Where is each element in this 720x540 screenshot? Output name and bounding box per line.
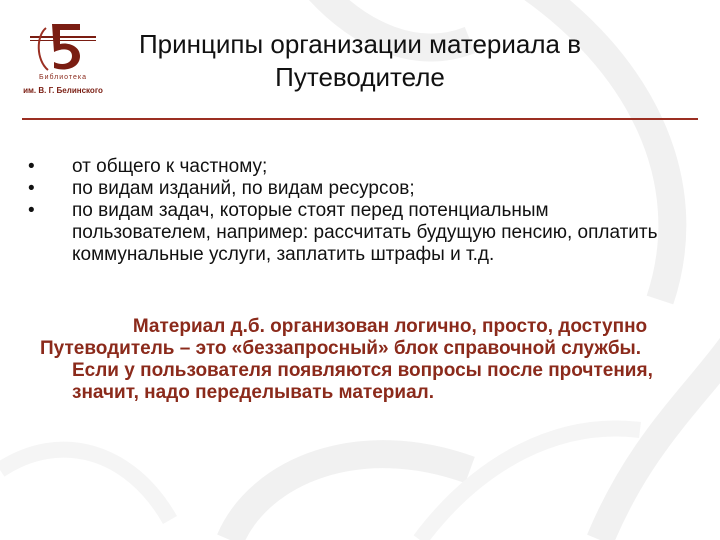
bullet-icon: • [28,178,35,199]
list-item [28,178,688,200]
bullet-icon: • [28,156,35,177]
slide-title-line-1: Принципы организации материала в [138,29,582,59]
summary-text: Материал д.б. организован логично, просто, доступно [132,316,648,337]
bullet-icon: • [28,200,35,221]
list-item [28,156,688,178]
logo-emblem-icon [22,22,104,74]
logo-library-name: им. В. Г. Белинского [23,86,103,95]
slide-title-line-2: Путеводителе [275,62,445,92]
list-item-text: по видам задач, которые стоят перед потенциальным пользователем, например: рассчитать будущую пенсию, оплатить коммунальные услуги, заплатить штрафы и т.д. [72,200,658,265]
definition-text: Путеводитель – это «беззапросный» блок справочной службы. Если у пользователя появляются вопросы после прочтения, значит, надо переделывать материал. [40,338,653,403]
title-divider [22,118,698,120]
slide-title [104,28,616,94]
list-item-text: по видам изданий, по видам ресурсов; [72,178,415,199]
conclusion-block [40,316,680,404]
list-item [28,200,688,266]
principles-list [28,156,688,266]
library-logo [22,22,104,102]
list-item-text: от общего к частному; [72,156,268,177]
logo-library-word: Библиотека [38,74,88,81]
